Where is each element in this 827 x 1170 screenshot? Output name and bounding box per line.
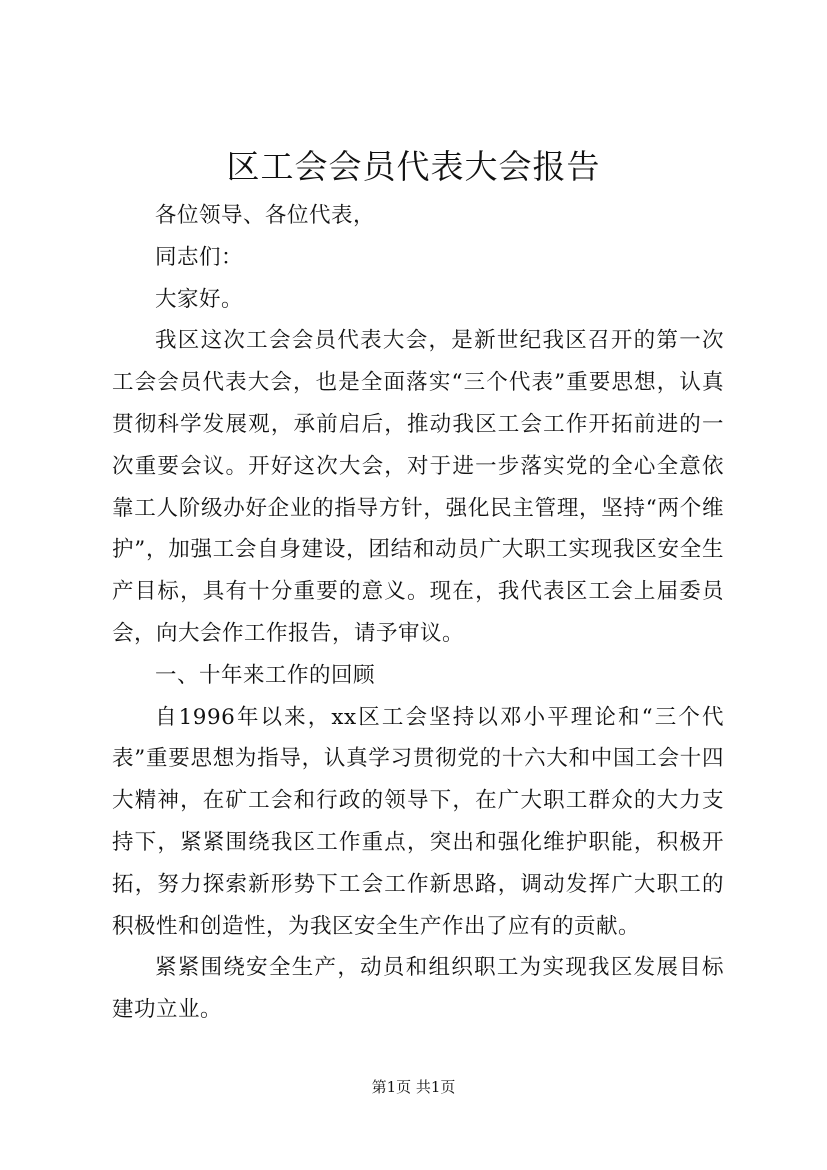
- safety-paragraph: 紧紧围绕安全生产，动员和组织职工为实现我区发展目标建功立业。: [112, 955, 724, 1023]
- document-title: 区工会会员代表大会报告: [226, 147, 601, 186]
- review-paragraph: 自1996年以来，xx区工会坚持以邓小平理论和“三个代表”重要思想为指导，认真学习贯彻党的十六大和中国工会十四大精神，在矿工会和行政的领导下，在广大职工群众的大力支持下，紧紧围绕我区工作重点，突出和强化维护职能，积极开拓，努力探索新形势下工会工作新思路，调动发挥广大职工的积极性和创造性，为我区安全生产作出了应有的贡献。: [112, 704, 724, 939]
- intro-paragraph: 我区这次工会会员代表大会，是新世纪我区召开的第一次工会会员代表大会，也是全面落实“三个代表”重要思想，认真贯彻科学发展观，承前启后，推动我区工会工作开拓前进的一次重要会议。开好这次大会，对于进一步落实党的全心全意依靠工人阶级办好企业的指导方针，强化民主管理，坚持“两个维护”，加强工会自身建设，团结和动员广大职工实现我区安全生产目标，具有十分重要的意义。现在，我代表区工会上届委员会，向大会作工作报告，请予审议。: [112, 328, 724, 646]
- salutation-leaders: 各位领导、各位代表，: [155, 203, 376, 228]
- salutation-comrades: 同志们：: [155, 244, 244, 270]
- greeting: 大家好。: [155, 286, 244, 312]
- page-footer: 第1页 共1页: [371, 1078, 456, 1096]
- section-heading: 一、十年来工作的回顾: [155, 662, 376, 688]
- document-body: [112, 195, 724, 1031]
